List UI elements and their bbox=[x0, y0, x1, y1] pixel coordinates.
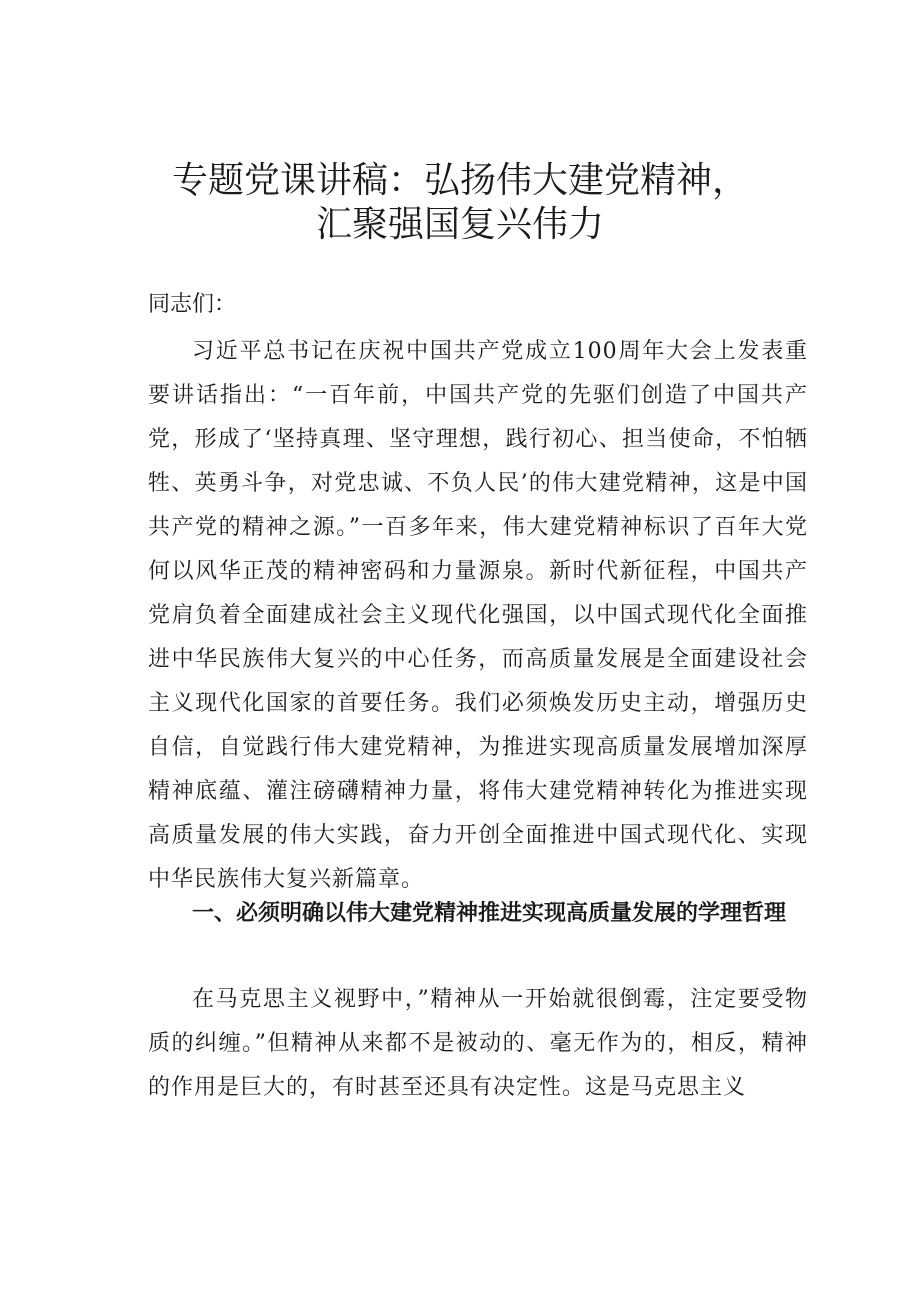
paragraph-section-1: 在马克思主义视野中，”精神从一开始就很倒霉，注定要受物质的纠缠。”但精神从来都不是被动的、毫无作为的，相反，精神的作用是巨大的，有时甚至还具有决定性。这是马克思主义 bbox=[148, 987, 808, 1100]
document-title-line-2: 汇聚强国复兴伟力 bbox=[315, 204, 604, 245]
salutation: 同志们： bbox=[148, 292, 237, 317]
section-heading-1: 一、必须明确以伟大建党精神推进实现高质量发展的学理哲理 bbox=[192, 901, 787, 926]
document-title-line-1: 专题党课讲稿：弘扬伟大建党精神， bbox=[171, 160, 748, 201]
paragraph-intro: 习近平总书记在庆祝中国共产党成立100周年大会上发表重要讲话指出：“一百年前，中国共产党的先驱们创造了中国共产党，形成了‘坚持真理、坚守理想，践行初心、担当使命，不怕牺牲、英勇斗争，对党忠诚、不负人民’的伟大建党精神，这是中国共产党的精神之源。”一百多年来，伟大建党精神标识了百年大党何以风华正茂的精神密码和力量源泉。新时代新征程，中国共产党肩负着全面建成社会主义现代化强国，以中国式现代化全面推进中华民族伟大复兴的中心任务，而高质量发展是全面建设社会主义现代化国家的首要任务。我们必须焕发历史主动，增强历史自信，自觉践行伟大建党精神，为推进实现高质量发展增加深厚精神底蕴、灌注磅礴精神力量，将伟大建党精神转化为推进实现高质量发展的伟大实践，奋力开创全面推进中国式现代化、实现中华民族伟大复兴新篇章。 bbox=[148, 339, 808, 892]
